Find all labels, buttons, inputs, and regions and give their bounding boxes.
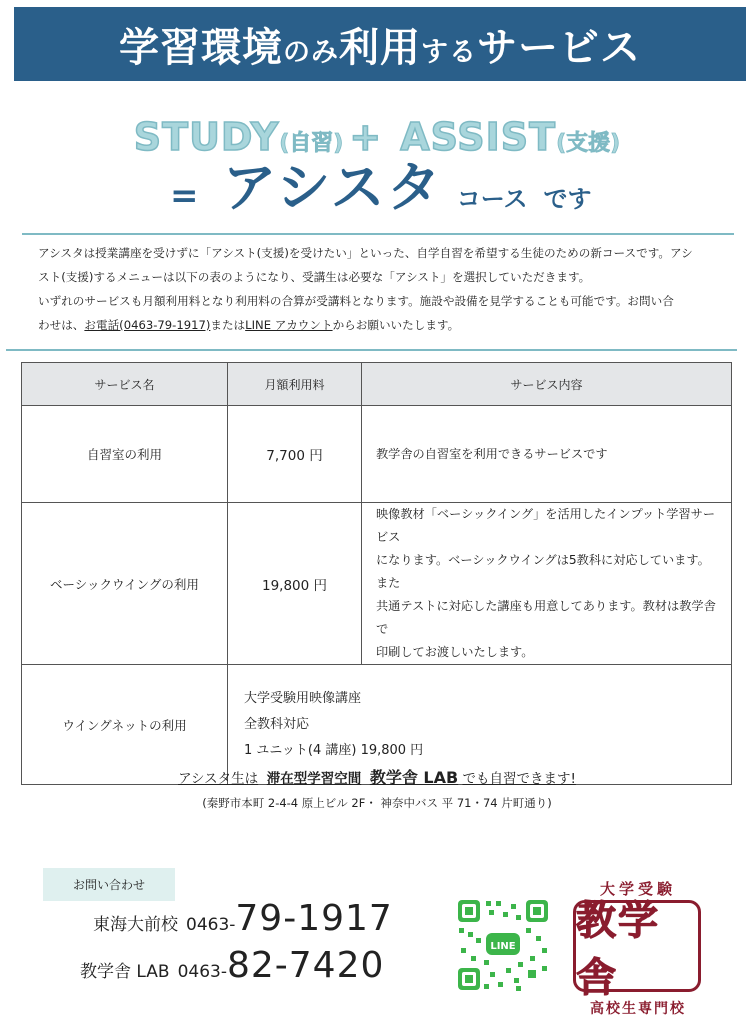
intro-paragraph [38,241,718,337]
phone-lab[interactable]: 教学舎 LAB 0463- 82-7420 [80,945,385,986]
service-name: ベーシックウイングの利用 [22,503,228,665]
logo-bottom-text: 高校生専門校 [590,1001,686,1017]
service-price: 7,700 円 [228,406,362,503]
service-name: 自習室の利用 [22,406,228,503]
headline-course [170,158,592,222]
logo-main-text: 教学舎 [576,898,660,1001]
title-banner [14,7,746,81]
table-row [22,406,732,503]
assist-text: ASSIST [400,115,557,159]
banner-text-2: のみ [283,36,339,68]
service-table [21,362,732,785]
banner-text-1: 学習環境 [119,24,283,71]
study-jp-text: (自習) [279,131,344,156]
contact-badge: お問い合わせ [43,868,175,901]
course-label: コース [456,185,528,213]
banner-text-5: サービス [477,24,641,71]
equals-sign: = [170,176,199,216]
logo-box [573,898,701,1001]
service-name: ウイングネットの利用 [22,665,228,785]
intro-line: スト(支援)するメニューは以下の表のようになり、受講生は必要な「アシスト」を選択していただきます。 [38,270,591,284]
phone-link[interactable]: お電話(0463-79-1917) [84,318,211,332]
intro-line: いずれのサービスも月額利用料となり利用料の合算が受講料となります。施設や設備を見学することも可能です。お問い合 [38,294,674,308]
kyogakusha-logo [573,878,703,1018]
service-price: 19,800 円 [228,503,362,665]
service-content: 映像教材「ベーシックイング」を活用したインプット学習サービス になります。ベーシックウイングは5教科に対応しています。また 共通テストに対応した講座も用意してあります。教材は教学舎で 印刷してお渡しいたします。 [362,503,732,665]
plus-sign: + [349,115,383,159]
course-name: アシスタ [222,156,443,219]
intro-line: アシスタは授業講座を受けずに「アシスト(支援)を受けたい」といった、自学自習を希望する生徒のための新コースです。アシ [38,246,693,260]
assist-jp-text: (支援) [556,131,621,156]
phone-tokai[interactable]: 東海大前校 0463- 79-1917 [93,898,393,939]
study-text: STUDY [133,115,280,159]
divider-bottom [6,349,737,351]
header-monthly-fee: 月額利用料 [228,363,362,406]
logo-top-text: 大学受験 [599,880,676,898]
intro-line: わせは、お電話(0463-79-1917)またはLINE アカウントからお願いいたします。 [38,318,460,332]
banner-title [119,16,641,73]
divider-top [22,233,734,235]
banner-text-3: 利用 [339,24,421,71]
banner-text-4: する [421,36,477,68]
qr-line-label: LINE [490,941,516,952]
header-service-name: サービス名 [22,363,228,406]
header-service-content: サービス内容 [362,363,732,406]
service-content: 教学舎の自習室を利用できるサービスです [362,406,732,503]
lab-notice: アシスタ生は 滞在型学習空間 教学舎 LAB でも自習できます! [178,768,576,787]
desu-label: です [543,185,592,213]
table-row [22,503,732,665]
table-header-row [22,363,732,406]
line-account-link[interactable]: LINE アカウント [245,318,333,332]
line-qr-code-icon[interactable] [456,898,550,992]
service-content: 大学受験用映像講座 全教科対応 1 ユニット(4 講座) 19,800 円 [228,665,732,785]
lab-address: (秦野市本町 2-4-4 原上ビル 2F・ 神奈中バス 平 71・74 片町通り) [202,796,552,810]
